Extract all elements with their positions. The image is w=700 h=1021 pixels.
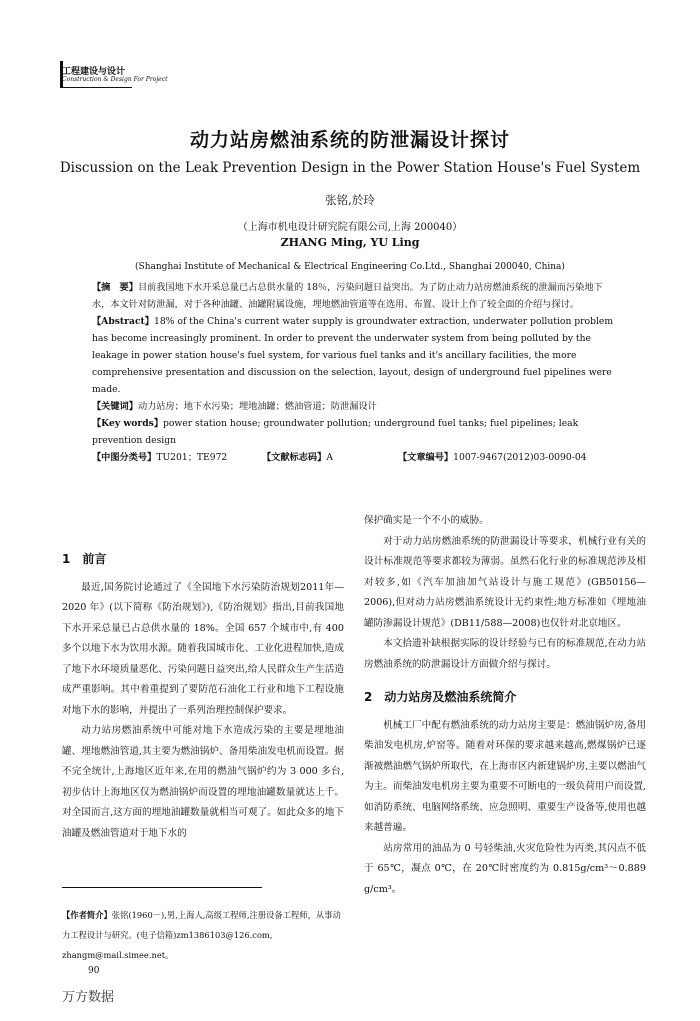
header-rule <box>62 87 132 88</box>
left-paragraph-2: 动力站房燃油系统中可能对地下水造成污染的主要是埋地油罐、埋地燃油管道,其主要为燃油锅炉、备用柴油发电机而设置。据不完全统计,上海地区近年来,在用的燃油气锅炉约为 3 000 多台,初步估计上海地区仅为燃油锅炉而设置的埋地油罐数量就达上千。对全国而言,这方面的埋地油罐数量就相当可观了。如此众多的地下油罐及燃油管道对于地下水的 <box>62 725 344 839</box>
abstract-cn-text: 目前我国地下水开采总量已占总供水量的 18％，污染问题日益突出。为了防止动力站房燃油系统的泄漏而污染地下水，本文针对防泄漏，对于各种油罐、油罐附属设施，埋地燃油管道等在选用、布置、设计上作了较全面的介绍与探讨。 <box>92 282 603 310</box>
article-no-value: 1007-9467(2012)03-0090-04 <box>453 452 587 463</box>
abstract-en-text: 18% of the China's current water supply is groundwater extraction, underwater pollution problem has become increasingly prominent. In order to prevent the underwater system from being polluted by the leakage in power station house's fuel system, for various fuel tanks and it's ancillary facilities, the more comprehensive presentation and discussion on the selection, layout, design of underground fuel pipelines were made. <box>92 316 614 395</box>
affiliation-cn: （上海市机电设计研究院有限公司,上海 200040） <box>237 222 463 233</box>
keywords-en-text: power station house; groundwater pollution; underground fuel tanks; fuel pipelines; leak prevention design <box>92 418 579 446</box>
abstract-cn-label: 【摘 要】 <box>92 282 138 293</box>
right-paragraph-0: 保护确实是一个不小的威胁。 <box>364 515 489 526</box>
left-column <box>62 543 344 844</box>
article-no-field <box>398 449 587 466</box>
keywords-cn-text: 动力站房；地下水污染；埋地油罐；燃油管道；防泄漏设计 <box>137 401 377 412</box>
journal-name-cn: 工程建设与设计 <box>62 67 126 77</box>
right-paragraph-3: 机械工厂中配有燃油系统的动力站房主要是：燃油锅炉房,备用柴油发电机房,炉窑等。随着对环保的要求越来越高,燃煤锅炉已逐渐被燃油燃气锅炉所取代，在上海市区内新建锅炉房,主要以燃油气为主。而柴油发电机房主要为重要不可断电的一级负荷用户而设置,如消防系统、电脑网络系统、应急照明、重要生产设备等,使用也越来越普遍。 <box>364 719 646 833</box>
journal-name-en: Construction & Design For Project <box>62 76 168 83</box>
section-2-heading: 2 动力站房及燃油系统简介 <box>364 690 517 704</box>
clc-field <box>92 449 262 466</box>
authors-en: ZHANG Ming, YU Ling <box>280 236 420 249</box>
footnote-text: 张铭(1960－),男,上海人,高级工程师,注册设备工程师，从事动力工程设计与研究。(电子信箱)zm1386103@126.com, zhangm@mail.simee.net。 <box>62 910 341 960</box>
right-paragraph-1: 对于动力站房燃油系统的防泄漏设计等要求，机械行业有关的设计标准规范等要求都较为薄弱。虽然石化行业的标准规范涉及相对较多,如《汽车加油加气站设计与施工规范》(GB50156—2006),但对动力站房燃油系统设计无约束性;地方标准如《埋地油罐防渗漏设计规范》(DB11/588—2008)也仅针对北京地区。 <box>364 535 646 629</box>
left-paragraph-1: 最近,国务院讨论通过了《全国地下水污染防治规划2011年—2020 年》(以下简称《防治规划》),《防治规划》指出,目前我国地下水开采总量已占总供水量的 18%。全国 657 个城市中,有 400 多个以地下水为饮用水源。随着我国城市化、工业化进程加快,造成了地下水环境质量恶化、污染问题日益突出,给人民群众生产生活造成严重影响。其中着重提到了要防范石油化工行业和地下工程设施对地下水的影响，并提出了一系列治理控制保护要求。 <box>62 581 344 716</box>
doc-code-value: A <box>326 452 333 463</box>
watermark: 万方数据 <box>62 990 115 1005</box>
footnote-rule <box>62 887 262 888</box>
doc-code-label: 【文献标志码】 <box>262 452 327 463</box>
abstract-en <box>92 313 620 398</box>
right-paragraph-4: 站房常用的油品为 0 号轻柴油,火灾危险性为丙类,其闪点不低于 65℃，凝点 0℃，在 20℃时密度约为 0.815g/cm³～0.889 g/cm³。 <box>364 842 646 895</box>
keywords-cn <box>92 398 620 415</box>
author-footnote <box>62 905 344 965</box>
page-number: 90 <box>88 966 100 976</box>
right-column <box>364 511 646 900</box>
title-cn: 动力站房燃油系统的防泄漏设计探讨 <box>189 129 510 151</box>
keywords-cn-label: 【关键词】 <box>92 401 138 412</box>
doc-code-field <box>262 449 398 466</box>
affiliation-en: (Shanghai Institute of Mechanical & Electrical Engineering Co.Ltd., Shanghai 200040, China) <box>135 262 565 272</box>
title-en: Discussion on the Leak Prevention Design in the Power Station House's Fuel System <box>59 160 641 176</box>
clc-label: 【中图分类号】 <box>92 452 157 463</box>
abstract-cn <box>92 279 620 313</box>
clc-value: TU201；TE972 <box>156 452 228 463</box>
authors-cn: 张铭,於玲 <box>325 193 375 207</box>
right-paragraph-2: 本文拾遗补缺根据实际的设计经验与已有的标准规范,在动力站房燃油系统的防泄漏设计方面做介绍与探讨。 <box>364 638 646 670</box>
abstract-en-label: 【Abstract】 <box>92 316 154 327</box>
article-no-label: 【文章编号】 <box>398 452 454 463</box>
keywords-en <box>92 415 620 449</box>
classification-row <box>92 449 620 466</box>
footnote-label: 【作者简介】 <box>62 910 112 920</box>
section-1-heading: 1 前言 <box>62 552 107 566</box>
abstract-block <box>92 279 620 466</box>
keywords-en-label: 【Key words】 <box>92 418 164 429</box>
